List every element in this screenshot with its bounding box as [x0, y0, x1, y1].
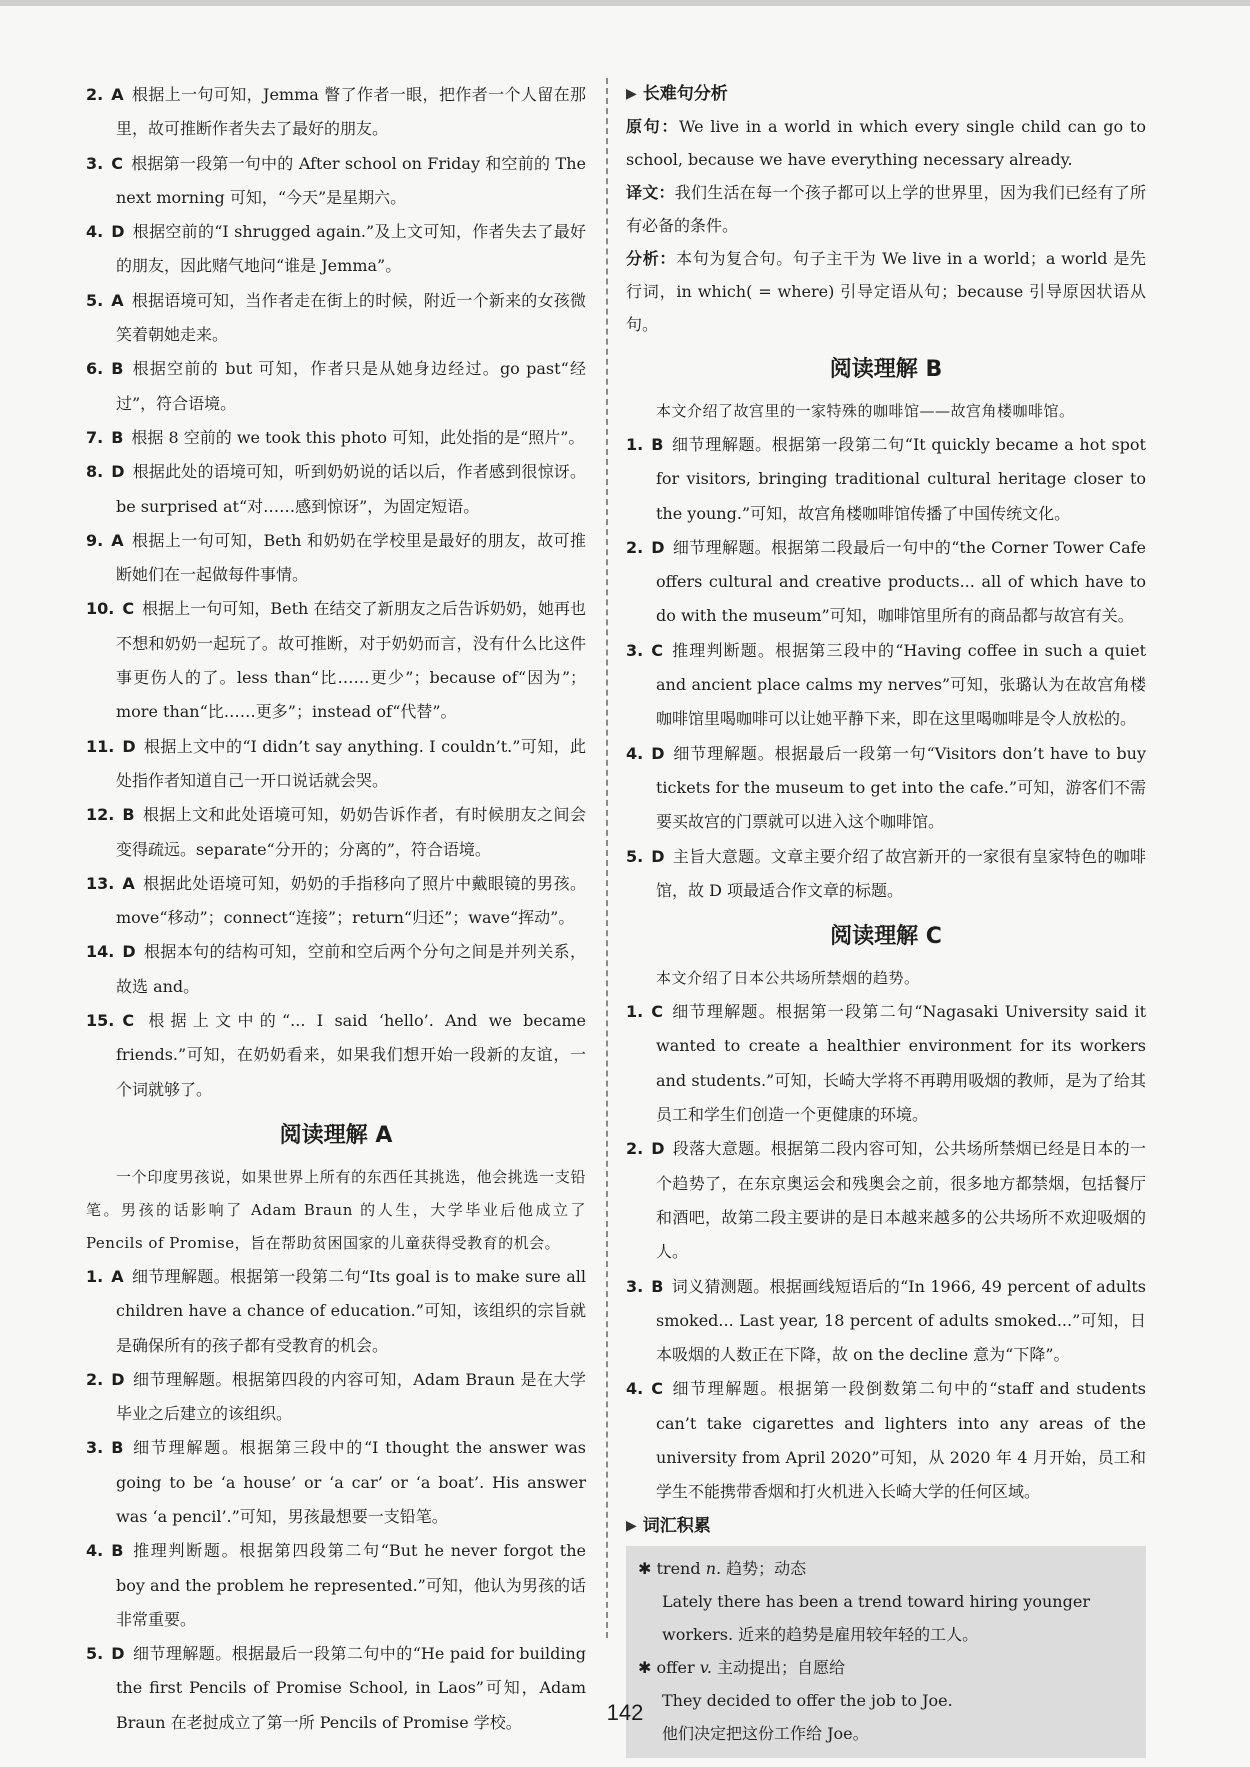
explanation-text: 细节理解题。根据最后一段第二句中的“He paid for building the first Pencils of Promise School, in Laos”可知，Adam Braun 在老挝成立了第一所 Pencils of Promise 学校。 — [116, 1644, 586, 1732]
asterisk-icon: ✱ — [638, 1558, 652, 1578]
answer-key: C — [122, 599, 135, 619]
page-number: 142 — [606, 1700, 644, 1725]
vocab-pos: v. — [699, 1657, 712, 1677]
explanation-text: 根据上文中的“... I said ‘hello’. And we became friends.”可知，在奶奶看来，如果我们想开始一段新的友谊，一个词就够了。 — [116, 1011, 586, 1099]
explanation-text: 根据语境可知，当作者走在街上的时候，附近一个新来的女孩微笑着朝她走来。 — [116, 290, 586, 345]
question-number: 1. — [86, 1266, 104, 1286]
explanation-text: 根据上文中的“I didn’t say anything. I couldn’t.”可知，此处指作者知道自己一开口说话就会哭。 — [116, 736, 586, 790]
translation — [626, 176, 1146, 242]
vocab-heading-text: 词汇积累 — [642, 1515, 711, 1536]
explanation-text: 段落大意题。根据第二段内容可知，公共场所禁烟已经是日本的一个趋势了，在东京奥运会和残奥会之前，很多地方都禁烟，包括餐厅和酒吧，故第二段主要讲的是日本越来越多的公共场所不欢迎吸烟的人。 — [656, 1139, 1146, 1262]
answer-key: D — [651, 537, 665, 557]
explanation-text: 推理判断题。根据第三段中的“Having coffee in such a quiet and ancient place calms my nerves”可知，张璐认为在故宫角楼咖啡馆里喝咖啡可以让她平静下来，即在这里喝咖啡是令人放松的。 — [656, 640, 1146, 729]
explanation-text: 根据空前的“I shrugged again.”及上文可知，作者失去了最好的朋友，因此赌气地问“谁是 Jemma”。 — [116, 222, 586, 276]
cloze-answers — [86, 78, 586, 1107]
answer-item — [86, 592, 586, 729]
translation-label: 译文： — [626, 183, 675, 202]
answer-key: B — [122, 805, 135, 825]
explanation-text: 细节理解题。根据第二段最后一句中的“the Corner Tower Cafe offers cultural and creative products... all of which have to do with the museum”可知，咖啡馆里所有的商品都与故宫有关。 — [656, 537, 1146, 626]
vocab-heading — [626, 1510, 1146, 1542]
answer-key: B — [111, 427, 124, 447]
answer-key: B — [651, 435, 664, 454]
answer-item — [626, 1132, 1146, 1269]
question-number: 10. — [86, 599, 115, 619]
top-border — [0, 0, 1250, 6]
answer-item — [86, 284, 586, 353]
analysis-label: 分析： — [626, 249, 677, 268]
answer-item — [86, 1004, 586, 1107]
question-number: 6. — [86, 359, 104, 379]
reading-b-intro: 本文介绍了故宫里的一家特殊的咖啡馆——故宫角楼咖啡馆。 — [656, 402, 1075, 420]
question-number: 4. — [86, 1541, 104, 1561]
explanation-text: 根据上文和此处语境可知，奶奶告诉作者，有时候朋友之间会变得疏远。separate“分开的；分离的”，符合语境。 — [116, 805, 586, 859]
answer-key: B — [111, 1541, 124, 1561]
answer-item — [86, 730, 586, 799]
answer-key: C — [651, 1002, 663, 1022]
question-number: 4. — [626, 1379, 644, 1399]
answer-item — [86, 798, 586, 867]
answer-item — [86, 455, 586, 524]
answer-item — [86, 1363, 586, 1432]
right-column — [626, 78, 1146, 1758]
original-text: We live in a world in which every single child can go to school, because we have everything necessary already. — [626, 117, 1146, 169]
translation-text: 我们生活在每一个孩子都可以上学的世界里，因为我们已经有了所有必备的条件。 — [626, 183, 1146, 235]
question-number: 5. — [626, 846, 644, 866]
answer-key: D — [122, 736, 136, 756]
question-number: 3. — [626, 640, 644, 660]
answer-key: A — [111, 530, 124, 550]
explanation-text: 根据 8 空前的 we took this photo 可知，此处指的是“照片”。 — [131, 427, 585, 447]
answer-item — [86, 78, 586, 147]
explanation-text: 细节理解题。根据第一段第二句“Its goal is to make sure all children have a chance of education.”可知，该组织的宗旨就是确保所有的孩子都有受教育的机会。 — [116, 1266, 586, 1355]
vocab-entry — [638, 1552, 1134, 1585]
reading-c-title: 阅读理解 C — [830, 924, 942, 950]
reading-b-title: 阅读理解 B — [829, 357, 943, 382]
question-number: 5. — [86, 290, 104, 310]
explanation-text: 细节理解题。根据第一段倒数第二句中的“staff and students can’t take cigarettes and lighters into any areas of the university from April 2020”可知，从 2020 年 4 月开始，员工和学生不能携带香烟和打火机进入长崎大学的任何区域。 — [656, 1379, 1146, 1502]
question-number: 9. — [86, 530, 104, 550]
answer-key: C — [651, 640, 663, 660]
explanation-text: 根据上一句可知，Beth 和奶奶在学校里是最好的朋友，故可推断她们在一起做每件事情。 — [116, 530, 586, 585]
question-number: 5. — [86, 1644, 104, 1664]
question-number: 15. — [86, 1011, 115, 1031]
explanation-text: 推理判断题。根据第四段第二句“But he never forgot the boy and the problem he represented.”可知，他认为男孩的话非常重要。 — [116, 1541, 586, 1629]
vocab-meaning: 主动提出；自愿给 — [717, 1657, 846, 1677]
explanation-text: 根据空前的 but 可知，作者只是从她身边经过。go past“经过”，符合语境。 — [116, 359, 586, 413]
question-number: 8. — [86, 462, 104, 482]
long-sentence-heading-text: 长难句分析 — [642, 84, 728, 104]
analysis — [626, 242, 1146, 341]
vocab-meaning: 趋势；动态 — [726, 1558, 807, 1578]
answer-key: A — [111, 1266, 124, 1286]
original-label: 原句： — [626, 117, 679, 136]
arrow-right-icon: ▶ — [626, 86, 637, 102]
explanation-text: 细节理解题。根据第四段的内容可知，Adam Braun 是在大学毕业之后建立的该组织。 — [116, 1369, 586, 1424]
reading-c-answers — [626, 995, 1146, 1509]
question-number: 4. — [86, 222, 104, 242]
answer-item — [626, 737, 1146, 840]
reading-b-answers — [626, 428, 1146, 908]
question-number: 1. — [626, 1002, 644, 1022]
answer-key: D — [122, 942, 136, 962]
question-number: 4. — [626, 743, 644, 763]
question-number: 1. — [626, 435, 644, 454]
arrow-right-icon: ▶ — [626, 1517, 637, 1534]
explanation-text: 根据本句的结构可知，空前和空后两个分句之间是并列关系，故选 and。 — [116, 942, 586, 996]
answer-key: C — [651, 1379, 663, 1399]
explanation-text: 细节理解题。根据第一段第二句“Nagasaki University said it wanted to create a healthier environment for its workers and students.”可知，长崎大学将不再聘用吸烟的教师，是为了给其员工和学生们创造一个更健康的环境。 — [656, 1002, 1146, 1125]
explanation-text: 根据此处语境可知，奶奶的手指移向了照片中戴眼镜的男孩。move“移动”；connect“连接”；return“归还”；wave“挥动”。 — [116, 873, 586, 928]
question-number: 2. — [626, 537, 644, 557]
explanation-text: 细节理解题。根据第三段中的“I thought the answer was going to be ‘a house’ or ‘a car’ or ‘a boat’. His answer was ‘a pencil’.”可知，男孩最想要一支铅笔。 — [116, 1438, 586, 1526]
vocab-word: offer — [656, 1657, 695, 1677]
explanation-text: 根据上一句可知，Jemma 瞥了作者一眼，把作者一个人留在那里，故可推断作者失去了最好的朋友。 — [116, 85, 586, 139]
answer-key: D — [111, 1369, 125, 1389]
answer-key: D — [651, 846, 665, 866]
question-number: 7. — [86, 427, 104, 447]
vocab-entry — [638, 1651, 1134, 1684]
reading-a-intro: 一个印度男孩说，如果世界上所有的东西任其挑选，他会挑选一支铅笔。男孩的话影响了 Adam Braun 的人生，大学毕业后他成立了 Pencils of Promise，旨在帮助贫困国家的儿童获得受教育的机会。 — [86, 1167, 586, 1252]
question-number: 13. — [86, 873, 115, 893]
answer-item — [86, 524, 586, 593]
reading-a-answers — [86, 1260, 586, 1740]
question-number: 3. — [86, 153, 104, 173]
original-sentence — [626, 110, 1146, 176]
answer-item — [86, 352, 586, 421]
analysis-text: 本句为复合句。句子主干为 We live in a world；a world 是先行词，in which( = where) 引导定语从句；because 引导原因状语从句。 — [626, 249, 1146, 334]
answer-item — [626, 1372, 1146, 1509]
answer-key: D — [111, 462, 125, 482]
answer-item — [86, 935, 586, 1004]
explanation-text: 细节理解题。根据最后一段第一句“Visitors don’t have to buy tickets for the museum to get into the cafe.”可知，游客们不需要买故宫的门票就可以进入这个咖啡馆。 — [656, 743, 1146, 832]
reading-a-title: 阅读理解 A — [279, 1122, 393, 1148]
column-divider — [606, 78, 608, 1638]
answer-item — [86, 1260, 586, 1363]
answer-item — [626, 840, 1146, 909]
asterisk-icon: ✱ — [638, 1657, 652, 1677]
answer-key: C — [111, 153, 123, 173]
answer-item — [86, 867, 586, 936]
answer-key: B — [111, 1438, 124, 1458]
question-number: 2. — [86, 85, 104, 104]
answer-key: D — [651, 743, 665, 763]
explanation-text: 根据此处的语境可知，听到奶奶说的话以后，作者感到很惊讶。be surprised at“对……感到惊讶”，为固定短语。 — [116, 462, 586, 516]
answer-item — [626, 634, 1146, 737]
answer-key: A — [111, 290, 124, 310]
left-column — [86, 78, 586, 1740]
answer-item — [86, 215, 586, 284]
answer-item — [626, 531, 1146, 634]
answer-key: C — [122, 1011, 135, 1031]
question-number: 14. — [86, 942, 115, 962]
question-number: 12. — [86, 805, 115, 825]
explanation-text: 词义猜测题。根据画线短语后的“In 1966, 49 percent of adults smoked... Last year, 18 percent of adults smoked...”可知，日本吸烟的人数正在下降，故 on the decline 意为“下降”。 — [656, 1276, 1146, 1365]
question-number: 11. — [86, 736, 115, 756]
answer-item — [626, 1270, 1146, 1373]
long-sentence-heading — [626, 78, 1146, 110]
answer-item — [86, 147, 586, 216]
answer-item — [86, 1431, 586, 1534]
question-number: 2. — [86, 1369, 104, 1389]
explanation-text: 根据第一段第一句中的 After school on Friday 和空前的 The next morning 可知，“今天”是星期六。 — [116, 153, 586, 207]
answer-item — [86, 421, 586, 455]
vocab-word: trend — [656, 1558, 701, 1578]
answer-key: D — [111, 222, 125, 242]
answer-key: A — [111, 85, 124, 104]
vocab-example: They decided to offer the job to Joe. — [662, 1690, 953, 1710]
question-number: 2. — [626, 1139, 644, 1159]
answer-key: D — [651, 1139, 665, 1159]
answer-key: D — [111, 1644, 125, 1664]
explanation-text: 细节理解题。根据第一段第二句“It quickly became a hot spot for visitors, bringing traditional cultural heritage closer to the young.”可知，故宫角楼咖啡馆传播了中国传统文化。 — [656, 435, 1146, 523]
answer-key: B — [111, 359, 124, 379]
reading-c-intro: 本文介绍了日本公共场所禁烟的趋势。 — [656, 969, 920, 988]
explanation-text: 根据上一句可知，Beth 在结交了新朋友之后告诉奶奶，她再也不想和奶奶一起玩了。故可推断，对于奶奶而言，没有什么比这件事更伤人的了。less than“比……更少”；because of“因为”；more than“比……更多”；instead of“代替”。 — [116, 599, 586, 722]
explanation-text: 主旨大意题。文章主要介绍了故宫新开的一家很有皇家特色的咖啡馆，故 D 项最适合作文章的标题。 — [656, 846, 1146, 900]
vocab-pos: n. — [705, 1558, 722, 1578]
answer-key: A — [122, 873, 135, 893]
vocab-example: Lately there has been a trend toward hiring younger workers. 近来的趋势是雇用较年轻的工人。 — [662, 1591, 1090, 1644]
vocab-example-translation: 他们决定把这份工作给 Joe。 — [662, 1723, 869, 1743]
answer-key: B — [651, 1276, 664, 1296]
answer-item — [626, 428, 1146, 531]
answer-item — [626, 995, 1146, 1132]
question-number: 3. — [86, 1438, 104, 1458]
answer-item — [86, 1534, 586, 1637]
question-number: 3. — [626, 1276, 644, 1296]
